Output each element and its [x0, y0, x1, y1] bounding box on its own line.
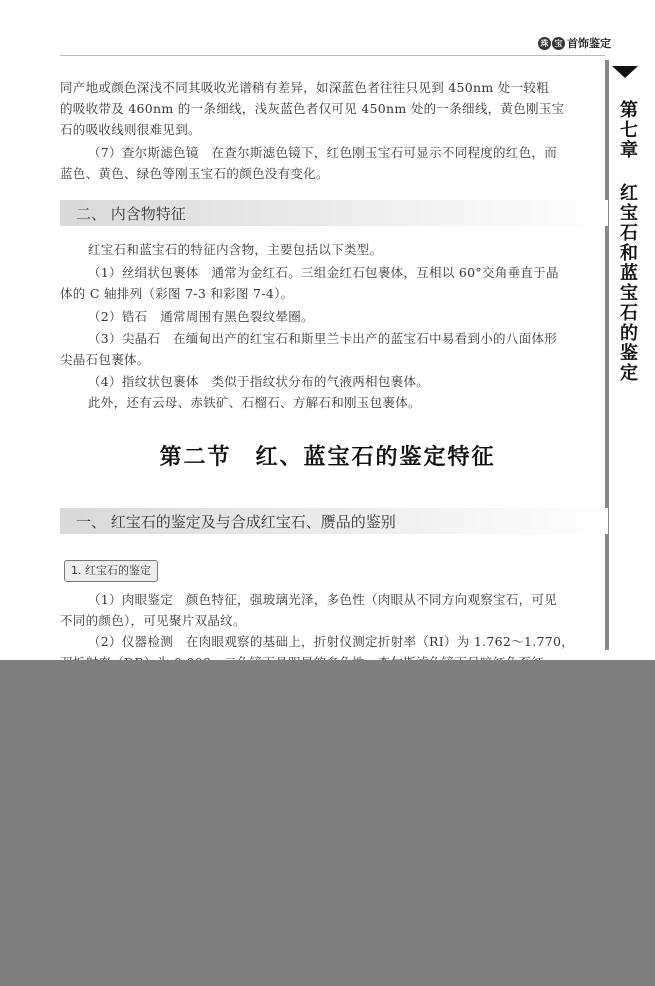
gray-occlusion-block: [0, 660, 655, 986]
paragraph-line: （2）仪器检测 在肉眼观察的基础上，折射仪测定折射率（RI）为 1.762～1.770，: [88, 634, 575, 649]
chapter-marker-icon: [612, 66, 638, 78]
paragraph-line: （3）尖晶石 在缅甸出产的红宝石和斯里兰卡出产的蓝宝石中易看到小的八面体形: [88, 331, 558, 346]
paragraph-line: （4）指纹状包裹体 类似于指纹状分布的气液两相包裹体。: [88, 374, 430, 389]
paragraph-line: 不同的颜色），可见聚片双晶纹。: [60, 613, 246, 628]
logo-dot: 珠: [538, 37, 551, 50]
paragraph-line: （1）丝绢状包裹体 通常为金红石。三组金红石包裹体，互相以 60°交角垂直于晶: [88, 265, 559, 280]
paragraph-line: 同产地或颜色深浅不同其吸收光谱稍有差异，如深蓝色者往往只见到 450nm 处一较粗: [60, 80, 550, 95]
header-title: 首饰鉴定: [567, 37, 611, 50]
paragraph-line: 体的 C 轴排列（彩图 7-3 和彩图 7-4）。: [60, 286, 294, 301]
paragraph-line: （7）查尔斯滤色镜 在查尔斯滤色镜下，红色刚玉宝石可显示不同程度的红色，而: [88, 145, 558, 160]
side-band: [605, 60, 609, 650]
logo-dot: 宝: [552, 37, 565, 50]
subsection-tag: 1. 红宝石的鉴定: [64, 560, 158, 582]
paragraph-line: （1）肉眼鉴定 颜色特征，强玻璃光泽，多色性（肉眼从不同方向观察宝石，可见: [88, 592, 558, 607]
paragraph-line: 尖晶石包裹体。: [60, 352, 150, 367]
paragraph-line: （2）锆石 通常周围有黑色裂纹晕圈。: [88, 309, 314, 324]
paragraph-line: 石的吸收线则很难见到。: [60, 122, 201, 137]
paragraph-line: 蓝色、黄色、绿色等刚玉宝石的颜色没有变化。: [60, 166, 329, 181]
running-header: [538, 34, 634, 52]
series-logo: [538, 37, 565, 50]
section-heading: 二、 内含物特征: [76, 205, 186, 223]
header-rule: [60, 55, 605, 56]
section-title: 第二节 红、蓝宝石的鉴定特征: [159, 445, 496, 470]
chapter-title-vertical: 第七章 红宝石和蓝宝石的鉴定: [617, 100, 638, 383]
paragraph-line: 此外，还有云母、赤铁矿、石榴石、方解石和刚玉包裹体。: [88, 395, 421, 410]
paragraph-line: 的吸收带及 460nm 的一条细线，浅灰蓝色者仅可见 450nm 处的一条细线，黄色刚玉宝: [60, 101, 565, 116]
paragraph-line: 红宝石和蓝宝石的特征内含物，主要包括以下类型。: [88, 242, 383, 257]
section-heading: 一、 红宝石的鉴定及与合成红宝石、赝品的鉴别: [76, 513, 396, 531]
